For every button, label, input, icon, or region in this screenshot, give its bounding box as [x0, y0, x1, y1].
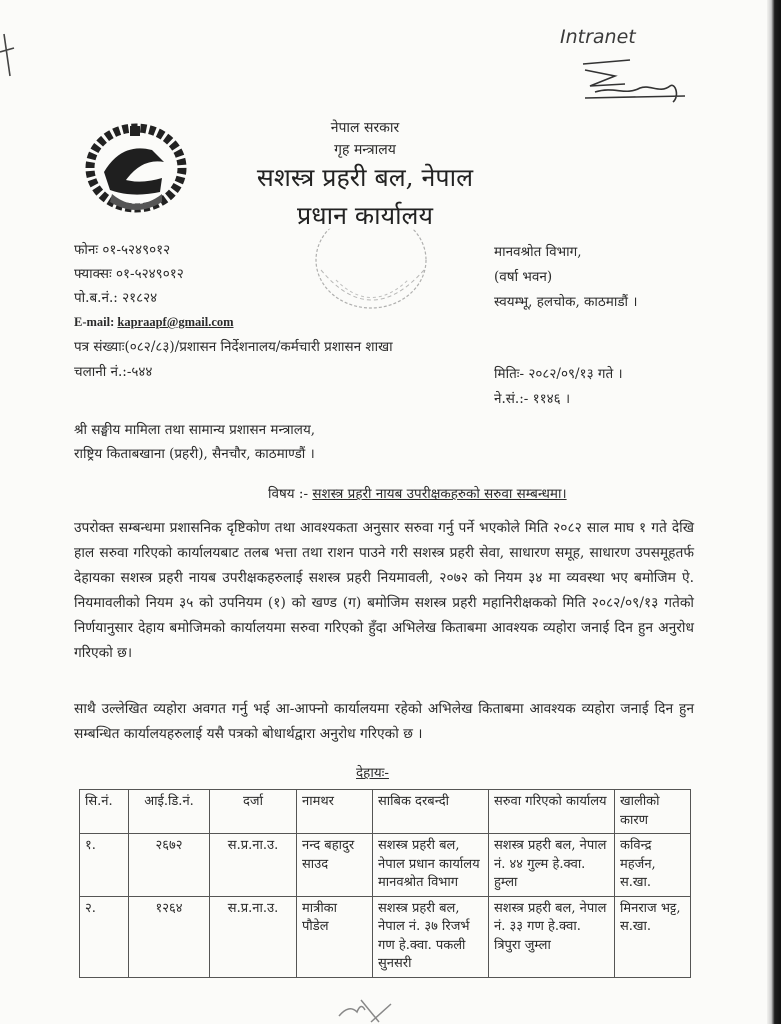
col-previous-post: साबिक दरबन्दी	[373, 790, 489, 834]
cell-serial: २.	[80, 896, 129, 977]
intranet-note: Intranet	[560, 26, 636, 48]
department: मानवश्रोत विभाग,	[494, 244, 582, 260]
pen-mark-icon	[0, 30, 24, 80]
cell-previous-post: सशस्त्र प्रहरी बल, नेपाल प्रधान कार्यालय मानवश्रोत विभाग	[373, 834, 489, 897]
header-government: नेपाल सरकार	[330, 120, 400, 136]
body-paragraph-2: साथै उल्लेखित व्यहोरा अवगत गर्नु भई आ-आफ्नो कार्यालयमा रहेको अभिलेख किताबमा आवश्यक व्यहोरा जनाई दिन हुन सम्बन्धित कार्यालयहरुलाई यसै पत्रको बोधार्थद्वारा अनुरोध गरिएको छ ।	[74, 701, 694, 742]
signature-icon	[575, 56, 690, 106]
table-row	[80, 834, 691, 897]
dispatch-number: चलानी नं.:-५४४	[74, 364, 153, 380]
cell-id: १२६४	[129, 896, 210, 977]
cell-vacancy-reason: कविन्द्र महर्जन, स.खा.	[615, 834, 691, 897]
cell-serial: १.	[80, 834, 129, 897]
col-serial: सि.नं.	[80, 790, 129, 834]
cell-transferred-office: सशस्त्र प्रहरी बल, नेपाल नं. ४४ गुल्म हे.क्वा. हुम्ला	[489, 834, 615, 897]
list-heading: देहायः-	[356, 765, 389, 781]
email-row	[74, 310, 234, 334]
contact-right	[494, 240, 637, 315]
nepal-sambat: ने.सं.:- ११४६ ।	[494, 391, 571, 407]
header-ministry: गृह मन्त्रालय	[334, 142, 396, 158]
table-row	[80, 896, 691, 977]
building: (वर्षा भवन)	[494, 269, 553, 285]
cell-name: नन्द बहादुर साउद	[297, 834, 373, 897]
header-organization: सशस्त्र प्रहरी बल, नेपाल	[256, 163, 474, 192]
fax-number: फ्याक्सः ०१-५२४९०१२	[74, 266, 184, 282]
cell-rank: स.प्र.ना.उ.	[210, 896, 297, 977]
subject-text: सशस्त्र प्रहरी नायब उपरीक्षकहरुको सरुवा सम्बन्धमा।	[312, 486, 567, 502]
cell-previous-post: सशस्त्र प्रहरी बल, नेपाल नं. ३७ रिजर्भ गण हे.क्वा. पकली सुनसरी	[373, 896, 489, 977]
cell-id: २६७२	[129, 834, 210, 897]
recipient-line-2: राष्ट्रिय किताबखाना (प्रहरी), सैनचौर, काठमाण्डौं ।	[74, 446, 315, 462]
header-office: प्रधान कार्यालय	[297, 201, 433, 230]
body-paragraph-1: उपरोक्त सम्बन्धमा प्रशासनिक दृष्टिकोण तथा आवश्यकता अनुसार सरुवा गर्नु पर्ने भएकोले मिति २०८२ साल माघ १ गते देखि हाल सरुवा गरिएको कार्यालयबाट तलब भत्ता तथा राशन पाउने गरी सशस्त्र प्रहरी सेवा, साधारण समूह, साधारण उपसमूहतर्फ देहायका सशस्त्र प्रहरी नायब उपरीक्षकहरुलाई सशस्त्र प्रहरी नियमावली, २०७२ को नियम ३४ मा व्यवस्था भए बमोजिम ऐ. नियमावलीको नियम ३५ को उपनियम (१) को खण्ड (ग) बमोजिम सशस्त्र प्रहरी महानिरीक्षकको मिति २०८२/०९/१३ गतेको निर्णयानुसार देहाय बमोजिमको कार्यालयमा सरुवा गरिएको हुँदा अभिलेख किताबमा आवश्यक व्यहोरा जनाई दिन हुन अनुरोध गरिएको छ।	[74, 520, 694, 661]
nepal-emblem-logo	[82, 122, 190, 214]
transfer-table	[79, 789, 691, 978]
col-vacancy-reason: खालीको कारण	[615, 790, 691, 834]
table-header-row	[80, 790, 691, 834]
office-seal-stamp	[296, 220, 446, 325]
subject-line	[268, 484, 567, 502]
page-edge-shadow	[767, 0, 781, 1024]
cell-transferred-office: सशस्त्र प्रहरी बल, नेपाल नं. ३३ गण हे.क्वा. त्रिपुरा जुम्ला	[489, 896, 615, 977]
letter-date: मितिः- २०८२/०९/१३ गते ।	[494, 366, 623, 382]
cell-vacancy-reason: मिनराज भट्ट, स.खा.	[615, 896, 691, 977]
col-transferred-office: सरुवा गरिएको कार्यालय	[489, 790, 615, 834]
initials-mark-icon	[335, 996, 395, 1024]
address: स्वयम्भू, हलचोक, काठमाडौं ।	[494, 294, 638, 310]
col-name: नामथर	[297, 790, 373, 834]
cell-name: मात्रीका पौडेल	[297, 896, 373, 977]
email-link[interactable]: kapraapf@gmail.com	[117, 315, 234, 329]
col-rank: दर्जा	[210, 790, 297, 834]
cell-rank: स.प्र.ना.उ.	[210, 834, 297, 897]
col-id: आई.डि.नं.	[129, 790, 210, 834]
phone-number: फोनः ०१-५२४९०१२	[74, 242, 171, 258]
contact-left	[74, 238, 234, 334]
subject-label: विषय :-	[268, 486, 309, 502]
email-label: E-mail:	[74, 315, 115, 329]
recipient-line-1: श्री सङ्घीय मामिला तथा सामान्य प्रशासन मन्त्रालय,	[74, 422, 316, 438]
letter-number: पत्र संख्याः(०८२/८३)/प्रशासन निर्देशनालय/कर्मचारी प्रशासन शाखा	[74, 339, 393, 355]
po-box: पो.ब.नं.: २१८२४	[74, 290, 158, 306]
